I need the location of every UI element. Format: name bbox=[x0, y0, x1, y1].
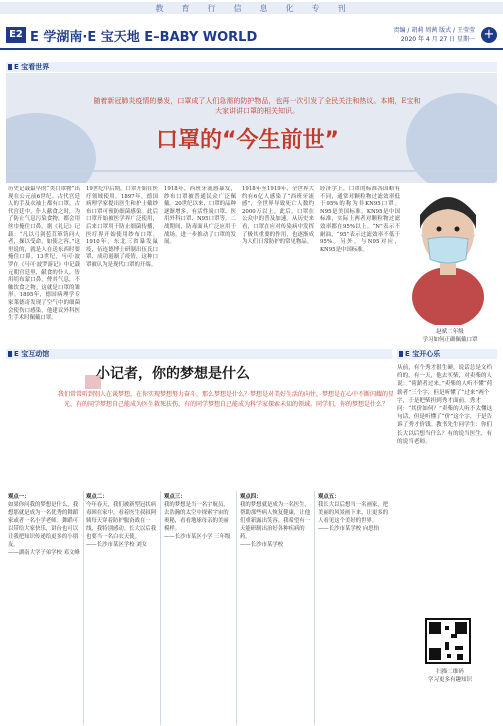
opinion-sign: ——湖南大学子弟学校 邓文峰 bbox=[8, 550, 80, 556]
banner-char: 刊 bbox=[337, 3, 348, 13]
opinion-sign: ——长沙市某区小学 三年级 bbox=[164, 534, 231, 540]
column-divider bbox=[314, 491, 315, 725]
section-header-interactive bbox=[6, 349, 392, 359]
opinion-head: 观点三： bbox=[164, 494, 186, 500]
hero-divider bbox=[6, 170, 497, 172]
opinion-body: 如果你问我的梦想是什么，我想那就是成为一名优秀的舞蹈家或者一名小学老师。舞蹈可以带给大家快乐，讲台也可以让我把知识传递给更多的小朋友。 bbox=[8, 502, 79, 548]
photo-caption-text: 学习如何正确佩戴口罩 bbox=[422, 337, 478, 343]
qr-caption bbox=[415, 668, 485, 684]
banner-char: 化 bbox=[285, 3, 296, 13]
article-column: 19世纪中后期，口罩开始在医疗领域使用。1897年，德国病理学家提出医生和护士戴纱布口罩可预防细菌感染。此后口罩开始被医学界广泛使用，后来口罩用于防止细菌传播，医疗界开始使用纱布口罩。1910年，东北三省暴发鼠疫，伍连德博士研制出伍氏口罩，成功遏制了疫情，这种口罩被认为是现代口罩的开端。 bbox=[86, 186, 158, 268]
opinion-head: 观点五： bbox=[318, 494, 340, 500]
opinion-item bbox=[164, 493, 234, 723]
banner-char: 育 bbox=[181, 3, 192, 13]
article-column: 历史记载最早的“类口罩物”出现在公元前6世纪。古代宫廷人的手及衣袖上都有口罩。古代宫廷中，仆人献食之时，为了防止气息污染食物，都会用丝巾掩住口鼻。据《礼记》记载：“凡以弓剑苞苴箪笥问人者，操以受命，如使之容。”这里说的，就是人在送东西时要掩住口鼻。13世纪，马可·波罗在《马可·波罗游记》中记载元朝宫廷里，献食的仆人，皆用绢布蒙口鼻，俾其气息，不触饮食之物。这就是口罩的雏形。1895年，德国病理学专家莱德奇发现了空气中的细菌会使伤口感染，他建议外科医生手术时佩戴口罩。 bbox=[8, 186, 80, 322]
column-divider bbox=[236, 491, 237, 725]
section-header-fun bbox=[397, 349, 497, 359]
opinion-body: 我长大以后想当一名画家，把美丽的风景画下来，让更多的人看见这个美好的世界。 bbox=[318, 502, 389, 524]
date-line: 2020 年 4 月 27 日 星期一 bbox=[400, 36, 475, 43]
banner-char: 专 bbox=[311, 3, 322, 13]
article-column: 经济学上，口罩的标准各国略有不同，通常对颗粒物过滤效率低于95%的称为非KN95口罩。N95是美国标准，KN95是中国标准，实际上两者对颗粒物过滤效率都在95%以上。“N”表示不耐油，“95”表示过滤效率不低于95%。另外，与N95对应，KN95是中国标准。 bbox=[320, 186, 400, 253]
opinion-item bbox=[8, 493, 80, 723]
photo-caption bbox=[404, 328, 496, 344]
qr-caption-line: 扫描二维码 bbox=[436, 669, 464, 675]
child-photo bbox=[404, 185, 492, 303]
opinion-body: 我的梦想就是成为一名医生，帮助那些病人恢复健康，让他们重新露出笑容。我希望有一天能研制出治好各种疾病的药。 bbox=[240, 502, 311, 540]
qr-caption-line: 学习更多有趣知识 bbox=[427, 677, 472, 683]
opinion-item bbox=[318, 493, 392, 723]
opinion-sign: ——长沙市某学校 向思怡 bbox=[318, 526, 380, 532]
section-label: E 宝开心乐 bbox=[405, 350, 441, 358]
section-label: E 宝互动馆 bbox=[14, 350, 50, 358]
child-mask-illustration bbox=[404, 185, 492, 325]
opinion-body: 我的梦想是当一名宇航员，去浩瀚的太空中探索宇宙的奥秘，看看地球母亲的美丽模样。 bbox=[164, 502, 229, 532]
decorative-blob bbox=[6, 113, 96, 183]
banner-char: 行 bbox=[207, 3, 218, 13]
edition-badge: E2 bbox=[6, 27, 26, 43]
qr-code bbox=[425, 618, 471, 664]
opinion-body: 今年春天，我们被新型冠状病毒困在家中，看着医生叔叔阿姨每天穿着防护服奋战在一线，我特别感动。长大以后我也要当一名白衣天使。 bbox=[86, 502, 157, 540]
plus-icon: + bbox=[481, 27, 497, 43]
opinion-head: 观点二： bbox=[86, 494, 108, 500]
opinion-head: 观点一： bbox=[8, 494, 30, 500]
column-divider bbox=[160, 491, 161, 725]
banner-char: 息 bbox=[259, 3, 270, 13]
editor-line: 责编 / 胡莉 周茜 版式 / 王莹莹 bbox=[393, 27, 475, 34]
section-header-world bbox=[6, 62, 497, 72]
banner-char: 教 bbox=[155, 3, 166, 13]
feature-lead: 我们常常听到别人在谈梦想，在你实现梦想努力奋斗，那么梦想是什么？梦想是对美好生活的向往，梦想是在心中不断闪耀的星光，有的同学梦想自己能成为医生救死扶伤，有的同学梦想自己能成为科学家探索未知的领域。同学们，你的梦想是什么？ bbox=[57, 391, 394, 408]
opinion-item bbox=[240, 493, 312, 723]
opinion-head: 观点四： bbox=[240, 494, 262, 500]
supplement-banner bbox=[0, 2, 503, 14]
opinion-sign: ——长沙市某区学校 刘女 bbox=[86, 542, 148, 548]
hero-title: 口罩的“今生前世” bbox=[156, 128, 339, 153]
banner-char: 信 bbox=[233, 3, 244, 13]
hero-banner bbox=[6, 73, 497, 183]
article-column: 1918年至1919年，全世界大约有6亿人感染了“西班牙流感”，全世界导致死亡人数约2000万以上。此后，口罩在公众中的普及加速。从历史来看，口罩在应对传染病中发挥了极其重要的作用，也逐渐成为人们日常防护的常见物品。 bbox=[242, 186, 314, 246]
section-label: E 宝看世界 bbox=[14, 63, 50, 71]
masthead bbox=[0, 22, 503, 50]
article-column: 1918年，西班牙流感暴发，纱布口罩被普通民众广泛佩戴。20世纪以来，口罩的品种逐渐增多，有活性炭口罩、医用外科口罩、N95口罩等。二战期间，防毒面具广泛应用于战场，进一步推动了口罩的发展。 bbox=[164, 186, 236, 246]
column-divider bbox=[83, 491, 84, 725]
jokes-column: 从前，有个秀才很生硬，说话总是文绉绉的。有一天，他去买柴，对卖柴的人说：“荷薪者过来。”卖柴的人听不懂“荷薪者”三个字，但是听懂了“过来”两个字，于是把柴担到秀才面前。秀才问：“其价如何？”卖柴的人听不太懂这句话，但是听懂了“价”这个字，于是告诉了秀才价钱。教书先生问学生：你们长大以后想当什么？有的说当医生，有的说当老师。 bbox=[397, 365, 493, 445]
hero-lead: 随着新冠肺炎疫情的暴发，口罩成了人们急需的防护物品，也再一次引发了全民关注和热议。本期，E宝和大家讲讲口罩的相关知识。 bbox=[93, 97, 421, 115]
masthead-meta bbox=[394, 26, 476, 44]
feature-title: 小记者，你的梦想是什么 bbox=[96, 366, 250, 382]
opinion-sign: ——长沙市某学校 bbox=[240, 542, 284, 548]
page-title: E 学湖南·E 宝天地 E–BABY WORLD bbox=[30, 30, 258, 45]
opinion-item bbox=[86, 493, 158, 723]
photo-caption-name: 赵斌二年级 bbox=[436, 329, 464, 335]
